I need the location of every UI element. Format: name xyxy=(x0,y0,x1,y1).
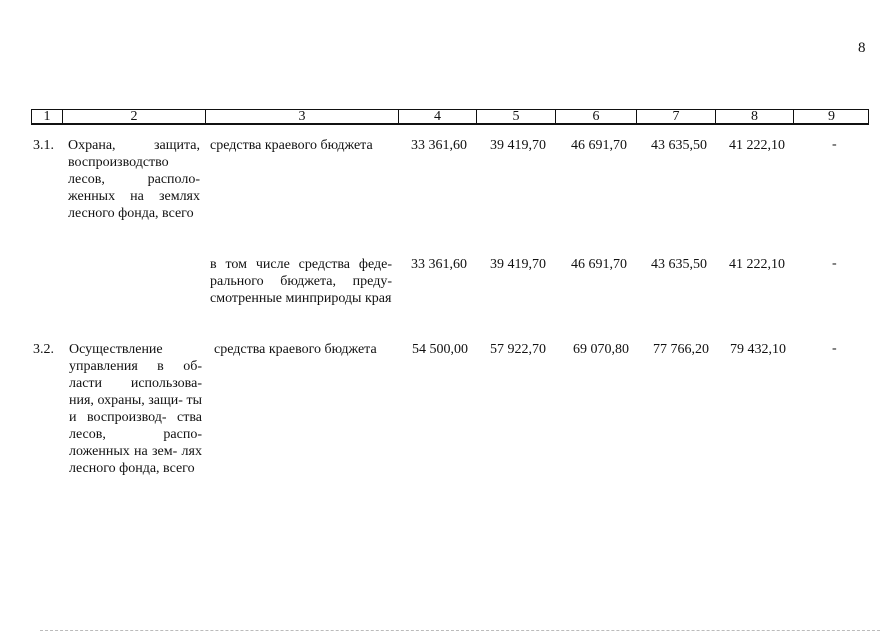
header-col-8: 8 xyxy=(715,110,793,123)
header-col-5: 5 xyxy=(476,110,555,123)
value-col-5: 39 419,70 xyxy=(490,257,546,272)
header-col-1: 1 xyxy=(43,109,51,124)
header-col-2: 2 xyxy=(62,110,205,123)
value-col-8: 41 222,10 xyxy=(729,257,785,272)
bottom-divider xyxy=(40,630,880,631)
value-col-4: 33 361,60 xyxy=(411,138,467,153)
value-col-8: 79 432,10 xyxy=(730,342,786,357)
page-number: 8 xyxy=(858,40,866,56)
row-name: Осуществление управления в об- ласти использова- ния, охраны, защи- ты и воспроизвод- ства лесов, распо- ложенных на зем- лях лесного фонда, всего xyxy=(69,342,202,476)
value-col-7: 43 635,50 xyxy=(651,138,707,153)
value-col-9: - xyxy=(832,341,837,356)
value-col-9: - xyxy=(832,137,837,152)
header-col-7: 7 xyxy=(636,110,715,123)
row-source: средства краевого бюджета xyxy=(214,342,377,357)
header-col-9: 9 xyxy=(793,110,869,123)
value-col-4: 33 361,60 xyxy=(411,257,467,272)
value-col-4: 54 500,00 xyxy=(412,342,468,357)
value-col-7: 77 766,20 xyxy=(653,342,709,357)
value-col-8: 41 222,10 xyxy=(729,138,785,153)
header-col-6: 6 xyxy=(555,110,636,123)
value-col-5: 57 922,70 xyxy=(490,342,546,357)
value-col-6: 69 070,80 xyxy=(573,342,629,357)
row-source: в том числе средства феде- рального бюджета, преду- смотренные минприроды края xyxy=(210,257,392,306)
row-source: средства краевого бюджета xyxy=(210,138,373,153)
value-col-7: 43 635,50 xyxy=(651,257,707,272)
value-col-9: - xyxy=(832,256,837,271)
value-col-6: 46 691,70 xyxy=(571,138,627,153)
header-col-3: 3 xyxy=(205,110,398,123)
value-col-6: 46 691,70 xyxy=(571,257,627,272)
table-header xyxy=(31,109,869,125)
row-number: 3.1. xyxy=(33,138,54,153)
header-col-4: 4 xyxy=(398,110,476,123)
row-name: Охрана, защита, воспроизводство лесов, располо- женных на землях лесного фонда, всего xyxy=(68,138,200,221)
row-number: 3.2. xyxy=(33,342,54,357)
value-col-5: 39 419,70 xyxy=(490,138,546,153)
